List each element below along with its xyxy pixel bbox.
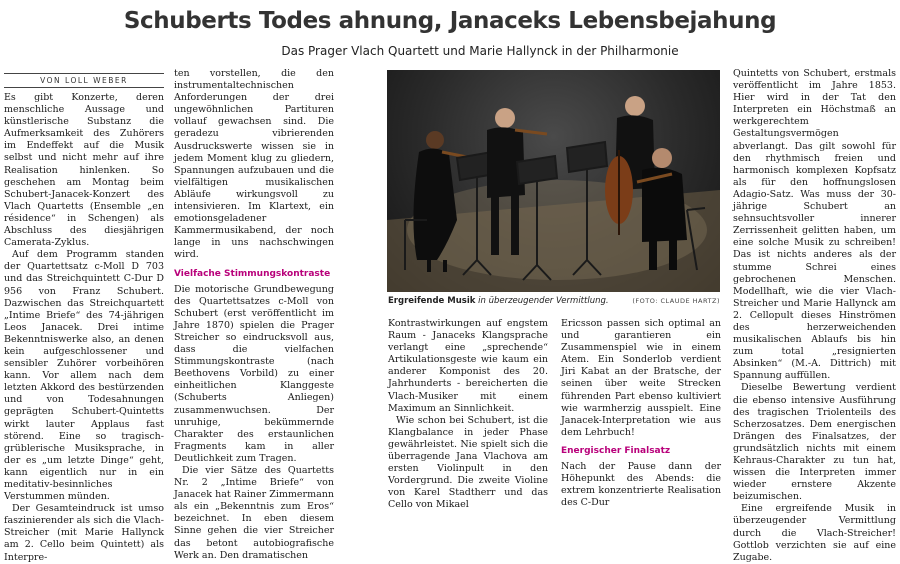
- caption-bold: Ergreifende Musik: [388, 296, 476, 306]
- section-subhead: Energischer Finalsatz: [561, 445, 671, 456]
- article-column-3: [388, 318, 548, 511]
- article-column-4: [561, 318, 721, 509]
- section-subhead: Vielfache Stimmungskontraste: [174, 268, 331, 279]
- paragraph: Quintetts von Schubert, erstmals veröffentlicht im Jahre 1853. Hier wird in der Tat den Interpreten ein Höchstmaß an werkgerechtem Gestaltungsvermögen abverlangt. Das gilt sowohl für den rhythmisch freien und harmonisch komplexen Kopfsatz als für den hoffnungslosen Adagio-Satz. Was muss der 30-jährige Schubert an sehnsuchtsvoller innerer Zerrissenheit gelitten haben, um eine solche Musik zu schreiben! Das ist nichts anderes als der stumme Schrei eines gebrochenen Menschen. Modellhaft, wie die vier Vlach-Streicher und Marie Hallynck am 2. Cellopult dieses Hinströmen des herzerweichenden musikalischen Ablaufs bis hin zum total „resignierten Absinken“ (M.-A. Dittrich) mit Spannung auffüllen.: [733, 68, 896, 382]
- paragraph: Wie schon bei Schubert, ist die Klangbalance in jeder Phase gewährleistet. Nie spielt sich die überragende Jana Vlachova am ersten Violinpult in den Vordergrund. Die zweite Violine von Karel Stadtherr und das Cello von Mikael: [388, 414, 548, 511]
- photo-caption: [388, 296, 720, 306]
- photo-credit: (FOTO: CLAUDE HARTZ): [632, 297, 720, 305]
- paragraph: Es gibt Konzerte, deren menschliche Aussage und künstlerische Substanz die Aufmerksamkeit des Zuhörers im Endeffekt auf die Musik selbst und nicht mehr auf ihre Realisation hinlenken. So geschehen am Montag beim Schubert-Janacek-Konzert des Vlach Quartetts (Ensemble „en résidence“ in Schengen) als Abschluss des diesjährigen Camerata-Zyklus.: [4, 92, 164, 249]
- article-column-5: [733, 68, 896, 563]
- subheadline: Das Prager Vlach Quartett und Marie Hallynck in der Philharmonie: [281, 44, 679, 58]
- byline: VON LOLL WEBER: [4, 73, 164, 88]
- paragraph: Eine ergreifende Musik in überzeugender Vermittlung durch die Vlach-Streicher! Gottlob verzichten sie auf eine Zugabe.: [733, 503, 896, 563]
- caption-italic: in überzeugender Vermittlung.: [475, 296, 609, 306]
- paragraph: Der Gesamteindruck ist umso faszinierender als sich die Vlach-Streicher (mit Marie Hallynck am 2. Cello beim Quintett) als Interpre-: [4, 503, 164, 563]
- quartet-photo-illustration: [387, 70, 720, 292]
- article-column-1: [4, 92, 164, 563]
- paragraph: ten vorstellen, die den instrumentaltechnischen Anforderungen der drei ungewöhnlichen Partituren vollauf gewachsen sind. Die geradezu vibrierenden Ausdruckswerte wissen sie in jedem Moment klug zu gliedern, Spannungen aufzubauen und die vielfältigen musikalischen Abläufe wirkungsvoll zu intensivieren. Im Klartext, ein emotionsgeladener Kammermusikabend, der noch lange in uns nachschwingen wird.: [174, 68, 334, 261]
- paragraph: Nach der Pause dann der Höhepunkt des Abends: die extrem konzentrierte Realisation des C-Dur: [561, 461, 721, 509]
- paragraph: Dieselbe Bewertung verdient die ebenso intensive Ausführung des tragischen Triolenteils des Scherzosatzes. Dem energischen Drängen des Finalsatzes, der grundsätzlich nichts mit einem Kehraus-Charakter zu tun hat, wissen die Interpreten immer wieder ernstere Akzente beizumischen.: [733, 382, 896, 503]
- paragraph: Auf dem Programm standen der Quartettsatz c-Moll D 703 und das Streichquintett C-Dur D 956 von Franz Schubert. Dazwischen das Streichquartett „Intime Briefe“ des 74-jährigen Leos Janacek. Drei intime Bekenntniswerke also, an denen kein aufgeschlossener und sensibler Zuhörer vorbeihören kann. Vor allem nach dem letzten Akkord des bestürzenden und von Todesahnungen geprägten Schubert-Quintetts wirkt lauter Applaus fast störend. Eine so tragisch-grüblerische Musiksprache, in der es „um letzte Dinge“ geht, kann eigentlich nur in ein meditativ-besinnliches Verstummen münden.: [4, 249, 164, 503]
- paragraph: Ericsson passen sich optimal an und garantieren ein Zusammenspiel wie in einem Atem. Ein Sonderlob verdient Jiri Kabat an der Bratsche, der seinen über weite Strecken führenden Part ebenso kultiviert wie warmherzig ausspielt. Eine Janacek-Interpretation wie aus dem Lehrbuch!: [561, 318, 721, 438]
- article-column-2: [174, 68, 334, 561]
- paragraph: Die vier Sätze des Quartetts Nr. 2 „Intime Briefe“ von Janacek hat Rainer Zimmermann als ein „Bekenntnis zum Eros“ bezeichnet. In eben diesem Sinne gehen die vier Streicher das betont autobiografische Werk an. Den dramatischen: [174, 465, 334, 561]
- quartet-photo: [387, 70, 720, 292]
- headline: Schuberts Todes ahnung, Janaceks Lebensbejahung: [123, 8, 777, 34]
- paragraph: Kontrastwirkungen auf engstem Raum - Janaceks Klangsprache verlangt eine „sprechende“ Artikulationsgeste wie kaum ein anderer Komponist des 20. Jahrhunderts - bereicherten die Vlach-Musiker mit einem Maximum an Sinnlichkeit.: [388, 318, 548, 414]
- paragraph: Die motorische Grundbewegung des Quartettsatzes c-Moll von Schubert (erst veröffentlicht im Jahre 1870) spielen die Prager Streicher so eindrucksvoll aus, dass die vielfachen Stimmungskontraste (nach Beethovens Vorbild) zu einer einheitlichen Klanggeste (Schuberts Anliegen) zusammenwuchsen. Der unruhige, bekümmernde Charakter des erstaunlichen Fragments kam in aller Deutlichkeit zum Tragen.: [174, 283, 334, 464]
